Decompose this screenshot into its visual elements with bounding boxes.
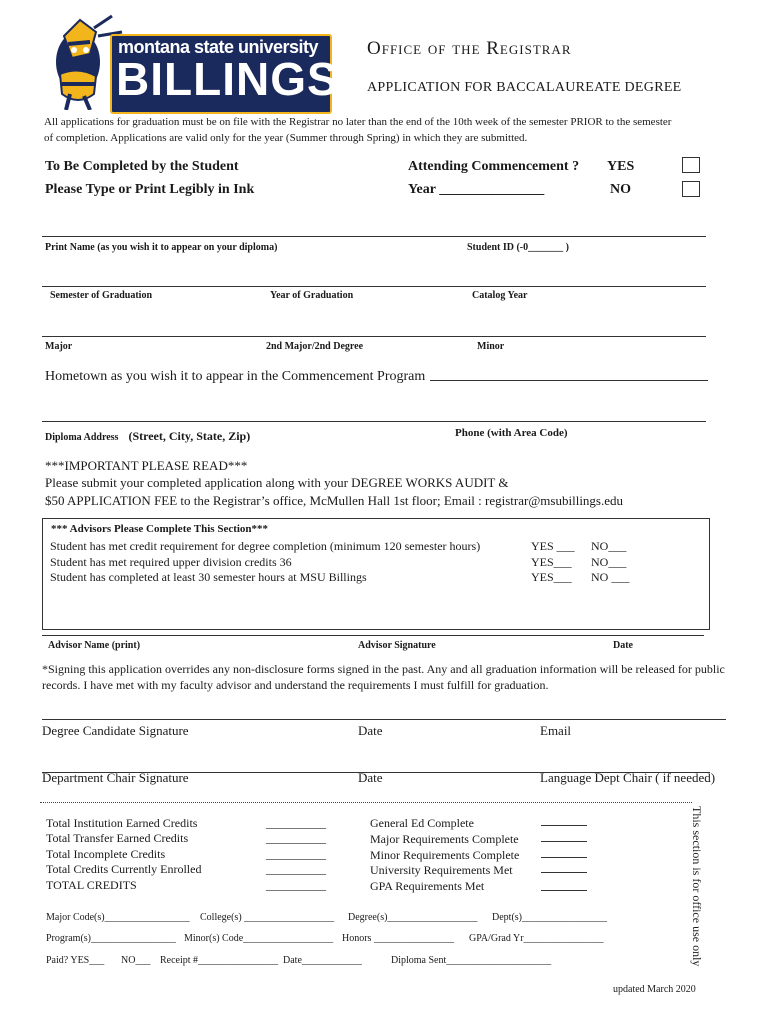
advisor-row-1-text: Student has met credit requirement for degree completion (minimum 120 semester hours) (50, 539, 481, 553)
advisor-date-label: Date (613, 640, 633, 651)
candidate-signature-label: Degree Candidate Signature (42, 723, 189, 738)
credit-blank-5[interactable]: __________ (266, 878, 326, 892)
paid-yes-field[interactable]: Paid? YES___ (46, 955, 105, 966)
candidate-signature-line[interactable] (42, 719, 726, 720)
updated-date: updated March 2020 (613, 984, 696, 995)
receipt-date-field[interactable]: Date____________ (283, 955, 362, 966)
candidate-date-label: Date (358, 723, 383, 738)
name-line[interactable] (42, 236, 706, 237)
chair-date-label: Date (358, 770, 383, 785)
semester-line[interactable] (42, 286, 706, 287)
programs-field[interactable]: Program(s)_________________ (46, 933, 176, 944)
requirement-line-1[interactable] (541, 825, 587, 826)
advisor-signature-label: Advisor Signature (358, 640, 436, 651)
address-line[interactable] (42, 421, 706, 422)
requirement-line-3[interactable] (541, 857, 587, 858)
disclaimer-line-2: records. I have met with my faculty advisor and understand the requirements I must fulfill for graduation. (42, 678, 549, 692)
intro-line-1: All applications for graduation must be on file with the Registrar no later than the end of the 10th week of the semester PRIOR to the semester (44, 116, 672, 128)
advisor-row-2-yes[interactable]: YES___ (531, 555, 572, 569)
advisor-row-2-text: Student has met required upper division credits 36 (50, 555, 292, 569)
attending-no-checkbox[interactable] (682, 181, 700, 197)
advisors-heading: *** Advisors Please Complete This Section*** (51, 523, 269, 535)
form-title: APPLICATION FOR BACCALAUREATE DEGREE (367, 80, 682, 95)
requirement-label-3: Minor Requirements Complete (370, 848, 520, 862)
office-title: Office of the Registrar (367, 38, 572, 59)
print-name-label: Print Name (as you wish it to appear on your diploma) (45, 242, 278, 253)
attending-yes-checkbox[interactable] (682, 157, 700, 173)
second-major-label: 2nd Major/2nd Degree (266, 341, 364, 352)
catalog-year-label: Catalog Year (472, 290, 528, 301)
credit-label-2: Total Transfer Earned Credits (46, 831, 189, 845)
requirement-label-4: University Requirements Met (370, 863, 513, 877)
diploma-sent-field[interactable]: Diploma Sent_____________________ (391, 955, 552, 966)
degrees-field[interactable]: Degree(s)__________________ (348, 912, 478, 923)
candidate-email-label: Email (540, 723, 572, 738)
credit-label-3: Total Incomplete Credits (46, 847, 166, 861)
advisor-row-1-no[interactable]: NO___ (591, 539, 627, 553)
important-heading: ***IMPORTANT PLEASE READ*** (45, 458, 248, 473)
advisor-row-2-no[interactable]: NO___ (591, 555, 627, 569)
major-line[interactable] (42, 336, 706, 337)
yes-label: YES (607, 159, 635, 174)
year-of-graduation-label: Year of Graduation (270, 290, 354, 301)
advisor-name-label: Advisor Name (print) (48, 640, 141, 651)
requirement-line-5[interactable] (541, 890, 587, 891)
gpa-grad-year-field[interactable]: GPA/Grad Yr________________ (469, 933, 604, 944)
diploma-address-parts: (Street, City, State, Zip) (128, 429, 251, 443)
minor-label: Minor (477, 341, 505, 352)
advisor-row-3-text: Student has completed at least 30 semester hours at MSU Billings (50, 570, 367, 584)
credit-label-1: Total Institution Earned Credits (46, 816, 198, 830)
hometown-line[interactable] (430, 380, 708, 381)
student-id-label: Student ID (-0_______ ) (467, 242, 569, 253)
credit-blank-2[interactable]: __________ (266, 831, 326, 845)
colleges-field[interactable]: College(s) __________________ (200, 912, 335, 923)
requirement-line-4[interactable] (541, 872, 587, 873)
credit-label-4: Total Credits Currently Enrolled (46, 862, 202, 876)
requirement-line-2[interactable] (541, 841, 587, 842)
hometown-label: Hometown as you wish it to appear in the Commencement Program (45, 369, 426, 384)
credit-blank-3[interactable]: __________ (266, 847, 326, 861)
important-line-1: Please submit your completed application along with your DEGREE WORKS AUDIT & (45, 475, 509, 490)
intro-line-2: of completion. Applications are valid only for the year (Summer through Spring) in which they are submitted. (44, 132, 528, 144)
msu-billings-logo (50, 14, 339, 110)
semester-label: Semester of Graduation (50, 290, 153, 301)
logo-top-text: montana state university (118, 37, 319, 57)
advisor-row-3-no[interactable]: NO ___ (591, 570, 630, 584)
office-use-side-label: This section is for office use only (690, 806, 704, 967)
advisor-row-3-yes[interactable]: YES___ (531, 570, 572, 584)
depts-field[interactable]: Dept(s)_________________ (492, 912, 607, 923)
major-codes-field[interactable]: Major Code(s)_________________ (46, 912, 190, 923)
logo-bottom-text: BILLINGS (116, 53, 339, 105)
attending-commencement-label: Attending Commencement ? (408, 159, 580, 174)
paid-no-field[interactable]: NO___ (121, 955, 151, 966)
important-line-2: $50 APPLICATION FEE to the Registrar’s office, McMullen Hall 1st floor; Email : registrar@msubillings.edu (45, 493, 624, 508)
requirement-label-1: General Ed Complete (370, 816, 474, 830)
receipt-field[interactable]: Receipt #________________ (160, 955, 279, 966)
credit-blank-1[interactable]: __________ (266, 816, 326, 830)
type-print-heading: Please Type or Print Legibly in Ink (45, 182, 255, 197)
credit-blank-4[interactable]: __________ (266, 862, 326, 876)
to-be-completed-heading: To Be Completed by the Student (45, 159, 239, 174)
diploma-address-title: Diploma Address (45, 432, 119, 443)
advisor-signature-line[interactable] (42, 635, 704, 636)
requirement-label-2: Major Requirements Complete (370, 832, 519, 846)
chair-signature-label: Department Chair Signature (42, 770, 189, 785)
language-chair-label: Language Dept Chair ( if needed) (540, 770, 716, 785)
credit-label-5: TOTAL CREDITS (46, 878, 137, 892)
year-field: Year _______________ (408, 182, 545, 197)
no-label: NO (610, 182, 631, 197)
honors-field[interactable]: Honors ________________ (342, 933, 454, 944)
requirement-label-5: GPA Requirements Met (370, 879, 485, 893)
phone-label: Phone (with Area Code) (455, 427, 568, 439)
disclaimer-line-1: *Signing this application overrides any non-disclosure forms signed in the past. Any and all graduation information will be released for public (42, 662, 725, 676)
advisor-row-1-yes[interactable]: YES ___ (531, 539, 575, 553)
diploma-address-label (45, 427, 250, 445)
major-label: Major (45, 341, 73, 352)
office-section-divider (40, 802, 692, 803)
minor-codes-field[interactable]: Minor(s) Code__________________ (184, 933, 334, 944)
